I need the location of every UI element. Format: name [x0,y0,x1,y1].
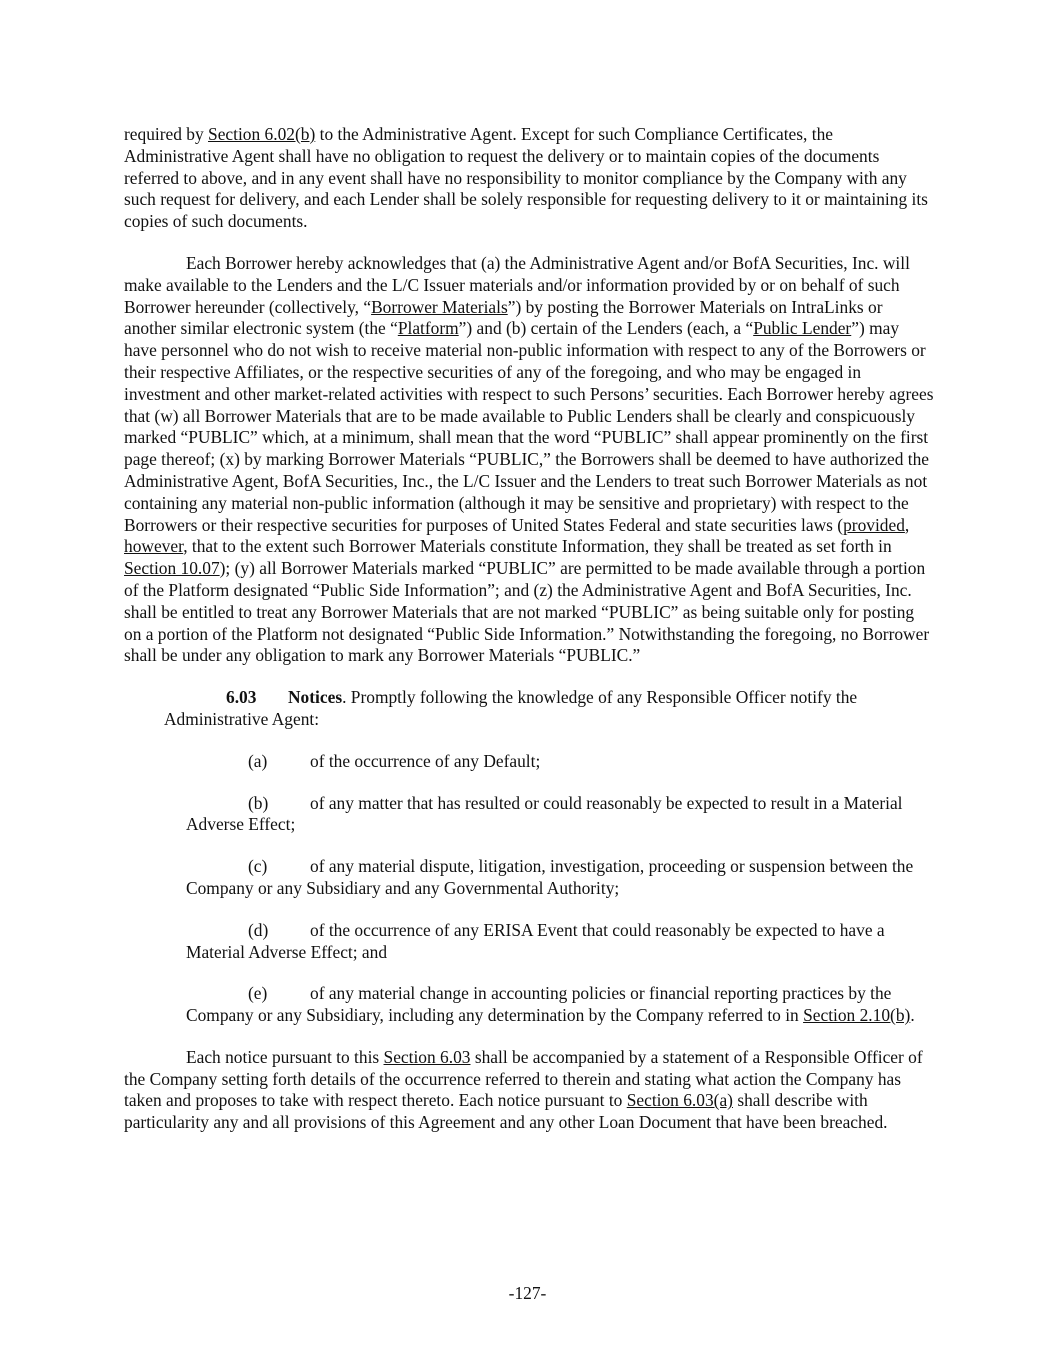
paragraph-borrower-materials: Each Borrower hereby acknowledges that (a) the Administrative Agent and/or BofA Securities, Inc. will make available to the Lenders and the L/C Issuer materials and/or information provided by or on behalf of such Borrower hereunder (collectively, “Borrower Materials”) by posting the Borrower Materials on IntraLinks or another similar electronic system (the “Platform”) and (b) certain of the Lenders (each, a “Public Lender”) may have personnel who do not wish to receive material non-public information with respect to any of the Borrowers or their respective Affiliates, or the respective securities of any of the foregoing, and who may be engaged in investment and other market-related activities with respect to such Persons’ securities. Each Borrower hereby agrees that (w) all Borrower Materials that are to be made available to Public Lenders shall be clearly and conspicuously marked “PUBLIC” which, at a minimum, shall mean that the word “PUBLIC” shall appear prominently on the first page thereof; (x) by marking Borrower Materials “PUBLIC,” the Borrowers shall be deemed to have authorized the Administrative Agent, BofA Securities, Inc., the L/C Issuer and the Lenders to treat such Borrower Materials as not containing any material non-public information (although it may be sensitive and proprietary) with respect to the Borrowers or their respective securities for purposes of United States Federal and state securities laws (provided, however, that to the extent such Borrower Materials constitute Information, they shall be treated as set forth in Section 10.07); (y) all Borrower Materials marked “PUBLIC” are permitted to be made available through a portion of the Platform designated “Public Side Information”; and (z) the Administrative Agent and BofA Securities, Inc. shall be entitled to treat any Borrower Materials that are not marked “PUBLIC” as being suitable only for posting on a portion of the Platform not designated “Public Side Information.” Notwithstanding the foregoing, no Borrower shall be under any obligation to mark any Borrower Materials “PUBLIC.” [124,252,934,666]
section-ref-6-03[interactable]: Section 6.03 [383,1046,471,1067]
item-text: of any matter that has resulted or could reasonably be expected to result in a Material Adverse Effect; [186,792,903,835]
document-page [124,124,934,1154]
list-item-c [186,856,934,900]
item-text: of any material dispute, litigation, investigation, proceeding or suspension between the Company or any Subsidiary and any Governmental Authority; [186,856,914,898]
item-label: (d) [248,919,269,940]
item-text: of the occurrence of any ERISA Event that could reasonably be expected to have a Material Adverse Effect; and [186,919,885,962]
list-item-a [186,751,934,773]
defined-term-platform: Platform [397,318,459,339]
list-item-b [186,793,934,837]
item-label: (e) [248,983,268,1004]
section-number: 6.03 [226,687,257,708]
list-item-e: (e) of any material change in accounting policies or financial reporting practices by the Company or any Subsidiary, including any determination by the Company referred to in Section 2.10(b). [186,983,915,1026]
defined-term-public-lender: Public Lender [753,318,852,339]
item-label: (b) [248,792,269,813]
section-heading-6-03 [164,687,934,731]
term-however: however [124,536,184,557]
item-text: of any material change in accounting policies or financial reporting practices by the Company or any Subsidiary, including any determination by the Company referred to in [186,983,892,1026]
item-text: of the occurrence of any Default; [310,750,541,771]
paragraph-notice-requirements: Each notice pursuant to this Section 6.03 shall be accompanied by a statement of a Responsible Officer of the Company setting forth details of the occurrence referred to therein and stating what action the Company has taken and proposes to take with respect thereto. Each notice pursuant to Section 6.03(a) shall describe with particularity any and all provisions of this Agreement and any other Loan Document that have been breached. [124,1046,923,1133]
defined-term-borrower-materials: Borrower Materials [371,296,508,317]
list-item-d [186,920,934,964]
section-ref-10-07[interactable]: Section 10.07 [124,558,220,579]
paragraph-compliance: required by Section 6.02(b) to the Administrative Agent. Except for such Compliance Certificates, the Administrative Agent shall have no obligation to request the delivery or to maintain copies of the documents referred to above, and in any event shall have no responsibility to monitor compliance by the Company with any such request for delivery, and each Lender shall be solely responsible for requesting delivery to it or maintaining its copies of such documents. [124,124,928,232]
term-provided: provided [843,514,905,535]
section-ref-6-03a[interactable]: Section 6.03(a) [626,1090,733,1111]
section-intro: . Promptly following the knowledge of any Responsible Officer notify the Administrative Agent: [164,687,858,729]
section-title: Notices [288,687,343,708]
section-ref-6-02b[interactable]: Section 6.02(b) [208,124,316,144]
item-label: (a) [248,750,268,771]
page-number: -127- [508,1283,547,1303]
item-label: (c) [248,856,268,877]
section-ref-2-10b[interactable]: Section 2.10(b) [803,1005,911,1026]
